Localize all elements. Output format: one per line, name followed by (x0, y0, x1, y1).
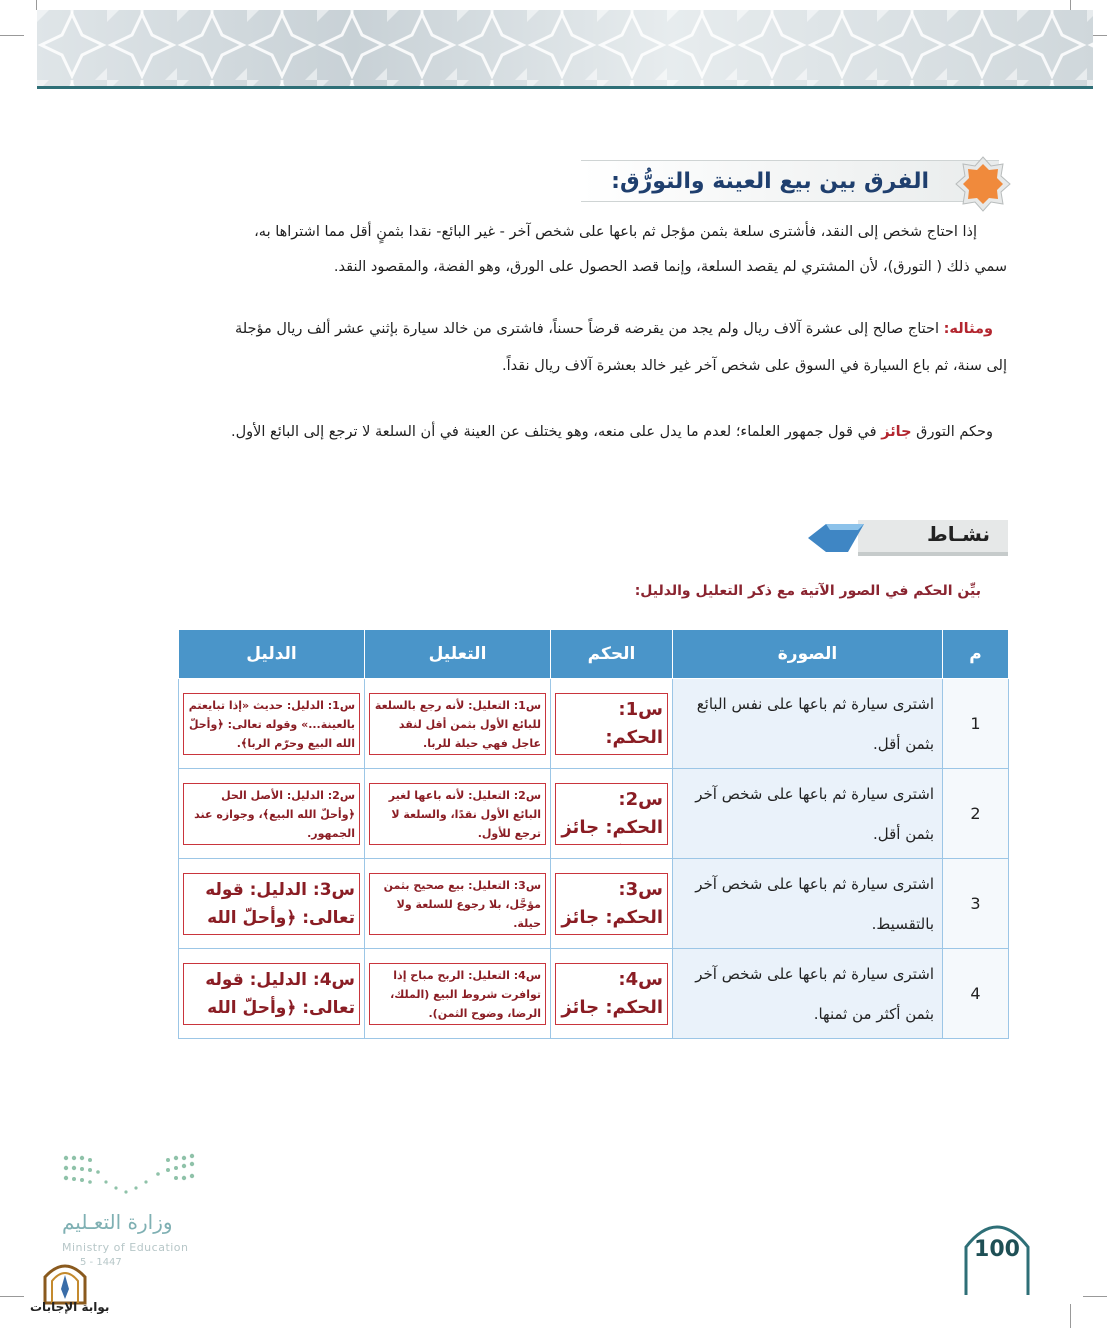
row-number: 2 (943, 769, 1009, 859)
portal-logo-icon (40, 1255, 90, 1305)
activity-table (178, 629, 1009, 1039)
paragraph-line: سمي ذلك ( التورق)، لأن المشتري لم يقصد السلعة، وإنما قصد الحصول على الورق، وهو الفضة، والمقصود النقد. (333, 259, 1007, 275)
banner-rule (37, 86, 1093, 89)
reason-answer[interactable]: س2: التعليل: لأنه باعها لغير البائع الأول نقدًا، والسلعة لا ترجع للأول. (369, 783, 546, 845)
ruling-cell[interactable] (551, 769, 673, 859)
section-heading-box (581, 160, 999, 202)
section-heading (581, 153, 999, 209)
example-line: إلى سنة، ثم باع السيارة في السوق على شخص آخر غير خالد بعشرة آلاف ريال نقداً. (501, 358, 1007, 374)
header-evidence: الدليل (179, 630, 365, 679)
row-number: 4 (943, 949, 1009, 1039)
crop-mark (1070, 0, 1071, 10)
table-row (179, 859, 1009, 949)
row-image-text: اشترى سيارة ثم باعها على شخص آخر بالتقسيط. (673, 859, 943, 949)
reason-cell[interactable] (365, 769, 551, 859)
reason-answer[interactable]: س4: التعليل: الربح مباح إذا توافرت شروط البيع (الملك، الرضا، وضوح الثمن). (369, 963, 546, 1025)
table-header-row (179, 630, 1009, 679)
ruling-cell[interactable] (551, 859, 673, 949)
ruling-answer[interactable]: س3: الحكم: جائز (555, 873, 668, 935)
ruling-text: في قول جمهور العلماء؛ لعدم ما يدل على منعه، وهو يختلف عن العينة في أن السلعة لا ترجع إلى البائع الأول. (230, 424, 882, 440)
row-image-text: اشترى سيارة ثم باعها على شخص آخر بثمن أكثر من ثمنها. (673, 949, 943, 1039)
section-title: الفرق بين بيع العينة والتورُّق: (611, 168, 929, 194)
example-label: ومثاله: (943, 321, 993, 337)
ruling-cell[interactable] (551, 949, 673, 1039)
header-ruling: الحكم (551, 630, 673, 679)
octagram-icon (955, 156, 1011, 212)
reason-answer[interactable]: س1: التعليل: لأنه رجع بالسلعة للبائع الأول بثمن أقل لنقد عاجل فهي حيلة للربا. (369, 693, 546, 755)
ministry-name-ar: وزارة التعـليم (62, 1210, 173, 1234)
crop-mark (0, 35, 24, 36)
portal-text: بوابة الإجابات (30, 1300, 110, 1314)
ruling-text: وحكم التورق (911, 424, 993, 440)
reason-cell[interactable] (365, 949, 551, 1039)
evidence-answer[interactable]: س1: الدليل: حديث «إذا تبايعتم بالعينة...» وقوله تعالى: ﴿وأحلّ الله البيع وحرّم الربا﴾. (183, 693, 360, 755)
ministry-dots-logo (60, 1152, 200, 1202)
ruling-answer[interactable]: س2: الحكم: جائز (555, 783, 668, 845)
evidence-cell[interactable] (179, 679, 365, 769)
evidence-answer[interactable]: س2: الدليل: الأصل الحل ﴿وأحلّ الله البيع﴾، وجوازه عند الجمهور. (183, 783, 360, 845)
header-reason: التعليل (365, 630, 551, 679)
evidence-cell[interactable] (179, 859, 365, 949)
ministry-name-en: Ministry of Education (62, 1241, 189, 1254)
ruling-highlight: جائز (881, 424, 912, 440)
reason-cell[interactable] (365, 859, 551, 949)
activity-instruction: بيِّن الحكم في الصور الآتية مع ذكر التعليل والدليل: (634, 583, 981, 599)
geometric-pattern (37, 10, 1093, 88)
row-image-text: اشترى سيارة ثم باعها على شخص آخر بثمن أقل. (673, 769, 943, 859)
page-number: 100 (974, 1237, 1020, 1262)
row-number: 3 (943, 859, 1009, 949)
crop-mark (36, 0, 37, 10)
activity-label: نشـاط (927, 522, 990, 546)
crop-mark (1070, 1304, 1071, 1328)
ruling-line (231, 424, 993, 440)
evidence-answer[interactable]: س4: الدليل: قوله تعالى: ﴿وأحلّ الله (183, 963, 360, 1025)
reason-answer[interactable]: س3: التعليل: بيع صحيح بثمن مؤجَّل، بلا رجوع للسلعة ولا حيلة. (369, 873, 546, 935)
header-image: الصورة (673, 630, 943, 679)
table-row (179, 949, 1009, 1039)
paragraph-line: إذا احتاج شخص إلى النقد، فأشترى سلعة بثمن مؤجل ثم باعها على شخص آخر - غير البائع- نقدا بثمنٍ أقل مما اشتراها به، (254, 224, 977, 240)
evidence-answer[interactable]: س3: الدليل: قوله تعالى: ﴿وأحلّ الله (183, 873, 360, 935)
header-m: م (943, 630, 1009, 679)
ruling-answer[interactable]: س4: الحكم: جائز (555, 963, 668, 1025)
ministry-year: 5 - 1447 (80, 1257, 122, 1268)
table-row (179, 679, 1009, 769)
reason-cell[interactable] (365, 679, 551, 769)
activity-tab (808, 520, 1008, 556)
evidence-cell[interactable] (179, 769, 365, 859)
ruling-answer[interactable]: س1: الحكم: (555, 693, 668, 755)
example-text: احتاج صالح إلى عشرة آلاف ريال ولم يجد من يقرضه قرضاً حسناً، فاشترى من خالد سيارة بإثني عشر ألف ريال مؤجلة (234, 321, 939, 337)
crop-mark (0, 1296, 24, 1297)
row-number: 1 (943, 679, 1009, 769)
crop-mark (1083, 1296, 1107, 1297)
page-number-badge (964, 1213, 1030, 1295)
table-row (179, 769, 1009, 859)
row-image-text: اشترى سيارة ثم باعها على نفس البائع بثمن أقل. (673, 679, 943, 769)
evidence-cell[interactable] (179, 949, 365, 1039)
example-line (235, 321, 993, 337)
header-banner (37, 10, 1093, 88)
ruling-cell[interactable] (551, 679, 673, 769)
